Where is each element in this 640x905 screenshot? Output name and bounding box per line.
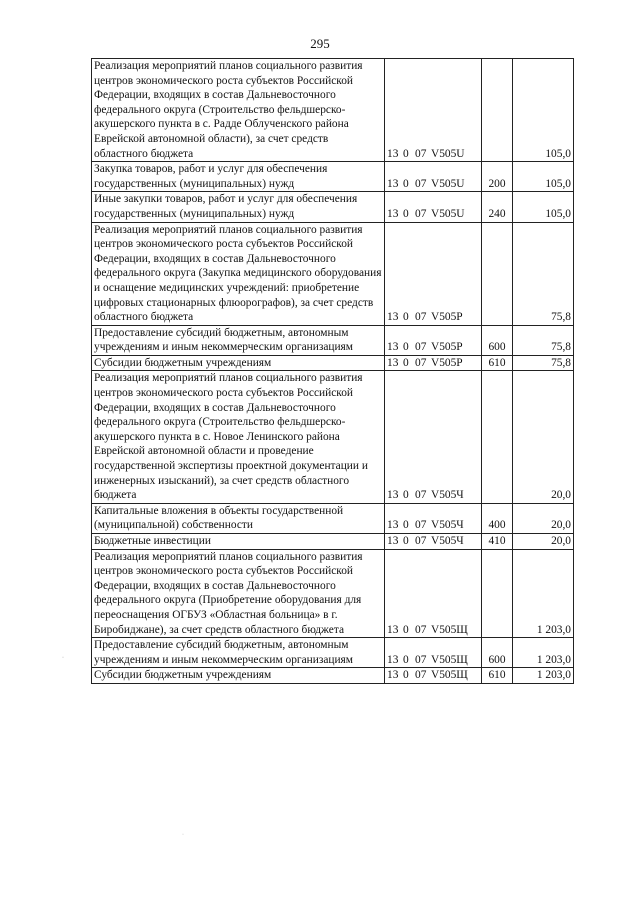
code-subprogram: 0: [403, 311, 409, 324]
row-classification-code: [385, 668, 482, 684]
row-expense-type: [482, 371, 513, 503]
row-expense-type: 610: [482, 355, 513, 371]
code-direction: V505U: [431, 177, 465, 190]
row-classification-code: [385, 549, 482, 638]
table-row: [92, 549, 574, 638]
code-main-activity: 07: [415, 519, 427, 532]
row-expense-type: 200: [482, 162, 513, 192]
row-classification-code: [385, 192, 482, 222]
row-description: Реализация мероприятий планов социального развития центров экономического роста субъектов Российской Федерации, входящих в состав Дальневосточного федерального округа (Закупка медицинского оборудования и оснащение медицинских учреждений: приобретение цифровых стационарных флюорографов), за счет средств областного бюджета: [92, 222, 385, 325]
code-subprogram: 0: [403, 653, 409, 666]
row-amount: 20,0: [513, 371, 574, 503]
code-program: 13: [387, 177, 399, 190]
code-program: 13: [387, 519, 399, 532]
code-program: 13: [387, 489, 399, 502]
code-main-activity: 07: [415, 341, 427, 354]
code-main-activity: 07: [415, 177, 427, 190]
code-main-activity: 07: [415, 356, 427, 369]
row-expense-type: [482, 549, 513, 638]
code-subprogram: 0: [403, 623, 409, 636]
code-main-activity: 07: [415, 623, 427, 636]
row-description: Реализация мероприятий планов социального развития центров экономического роста субъектов Российской Федерации, входящих в состав Дальневосточного федерального округа (Строительство фельдшерско-акушерского пункта в с. Радде Облученского района Еврейской автономной области), за счет средств областного бюджета: [92, 59, 385, 162]
table-row: [92, 192, 574, 222]
code-direction: V505Щ: [431, 669, 468, 682]
row-classification-code: [385, 503, 482, 533]
row-classification-code: [385, 638, 482, 668]
row-amount: 75,8: [513, 325, 574, 355]
table-row: [92, 325, 574, 355]
table-row: [92, 371, 574, 503]
code-program: 13: [387, 653, 399, 666]
row-description: Предоставление субсидий бюджетным, автономным учреждениям и иным некоммерческим организациям: [92, 325, 385, 355]
table-row: [92, 59, 574, 162]
row-expense-type: 600: [482, 638, 513, 668]
row-amount: 75,8: [513, 222, 574, 325]
code-direction: V505Щ: [431, 653, 468, 666]
row-expense-type: 610: [482, 668, 513, 684]
code-subprogram: 0: [403, 341, 409, 354]
row-description: Иные закупки товаров, работ и услуг для обеспечения государственных (муниципальных) нужд: [92, 192, 385, 222]
row-description: Субсидии бюджетным учреждениям: [92, 355, 385, 371]
code-subprogram: 0: [403, 147, 409, 160]
code-direction: V505U: [431, 147, 465, 160]
code-subprogram: 0: [403, 207, 409, 220]
row-classification-code: [385, 325, 482, 355]
code-program: 13: [387, 311, 399, 324]
row-classification-code: [385, 371, 482, 503]
row-classification-code: [385, 355, 482, 371]
row-description: Бюджетные инвестиции: [92, 534, 385, 550]
code-direction: V505Ч: [431, 535, 464, 547]
row-amount: 1 203,0: [513, 549, 574, 638]
code-subprogram: 0: [403, 177, 409, 190]
page-number: 295: [310, 36, 330, 51]
row-expense-type: 410: [482, 534, 513, 550]
code-direction: V505U: [431, 207, 465, 220]
row-description: Реализация мероприятий планов социального развития центров экономического роста субъектов Российской Федерации, входящих в состав Дальневосточного федерального округа (Приобретение оборудования для переоснащения ОГБУЗ «Областная больница» в г. Биробиджане), за счет средств областного бюджета: [92, 549, 385, 638]
scan-speck: ·: [62, 655, 64, 661]
row-expense-type: 600: [482, 325, 513, 355]
row-description: Предоставление субсидий бюджетным, автономным учреждениям и иным некоммерческим организациям: [92, 638, 385, 668]
row-amount: 75,8: [513, 355, 574, 371]
row-amount: 1 203,0: [513, 668, 574, 684]
table-row: [92, 222, 574, 325]
code-main-activity: 07: [415, 147, 427, 160]
row-classification-code: [385, 162, 482, 192]
table-row: [92, 638, 574, 668]
row-expense-type: [482, 222, 513, 325]
table-row: [92, 162, 574, 192]
code-program: 13: [387, 623, 399, 636]
code-main-activity: 07: [415, 653, 427, 666]
code-main-activity: 07: [415, 207, 427, 220]
code-direction: V505P: [431, 341, 463, 354]
code-direction: V505Ч: [431, 519, 464, 532]
code-main-activity: 07: [415, 535, 427, 547]
code-subprogram: 0: [403, 669, 409, 682]
row-description: Реализация мероприятий планов социального развития центров экономического роста субъектов Российской Федерации, входящих в состав Дальневосточного федерального округа (Строительство фельдшерско-акушерского пункта в с. Новое Ленинского района Еврейской автономной области и проведение государственной экспертизы проектной документации и инженерных изысканий), за счет средств областного бюджета: [92, 371, 385, 503]
row-classification-code: [385, 222, 482, 325]
code-direction: V505P: [431, 356, 463, 369]
table-row: [92, 503, 574, 533]
code-program: 13: [387, 356, 399, 369]
row-amount: 1 203,0: [513, 638, 574, 668]
code-program: 13: [387, 341, 399, 354]
row-amount: 105,0: [513, 59, 574, 162]
budget-table-body: [92, 59, 574, 684]
code-subprogram: 0: [403, 535, 409, 547]
row-description: Субсидии бюджетным учреждениям: [92, 668, 385, 684]
budget-table: [91, 58, 574, 684]
row-amount: 105,0: [513, 192, 574, 222]
row-description: Капитальные вложения в объекты государственной (муниципальной) собственности: [92, 503, 385, 533]
code-direction: V505P: [431, 311, 463, 324]
code-subprogram: 0: [403, 519, 409, 532]
row-expense-type: 240: [482, 192, 513, 222]
code-subprogram: 0: [403, 489, 409, 502]
table-row: [92, 534, 574, 550]
code-program: 13: [387, 535, 399, 547]
row-classification-code: [385, 59, 482, 162]
code-program: 13: [387, 207, 399, 220]
code-main-activity: 07: [415, 669, 427, 682]
code-direction: V505Ч: [431, 489, 464, 502]
code-main-activity: 07: [415, 489, 427, 502]
scan-speck: ·: [182, 832, 184, 838]
row-expense-type: [482, 59, 513, 162]
code-direction: V505Щ: [431, 623, 468, 636]
row-description: Закупка товаров, работ и услуг для обеспечения государственных (муниципальных) нужд: [92, 162, 385, 192]
row-amount: 105,0: [513, 162, 574, 192]
code-program: 13: [387, 147, 399, 160]
code-program: 13: [387, 669, 399, 682]
row-expense-type: 400: [482, 503, 513, 533]
row-amount: 20,0: [513, 503, 574, 533]
code-main-activity: 07: [415, 311, 427, 324]
table-row: [92, 668, 574, 684]
table-row: [92, 355, 574, 371]
row-amount: 20,0: [513, 534, 574, 550]
code-subprogram: 0: [403, 356, 409, 369]
row-classification-code: [385, 534, 482, 550]
